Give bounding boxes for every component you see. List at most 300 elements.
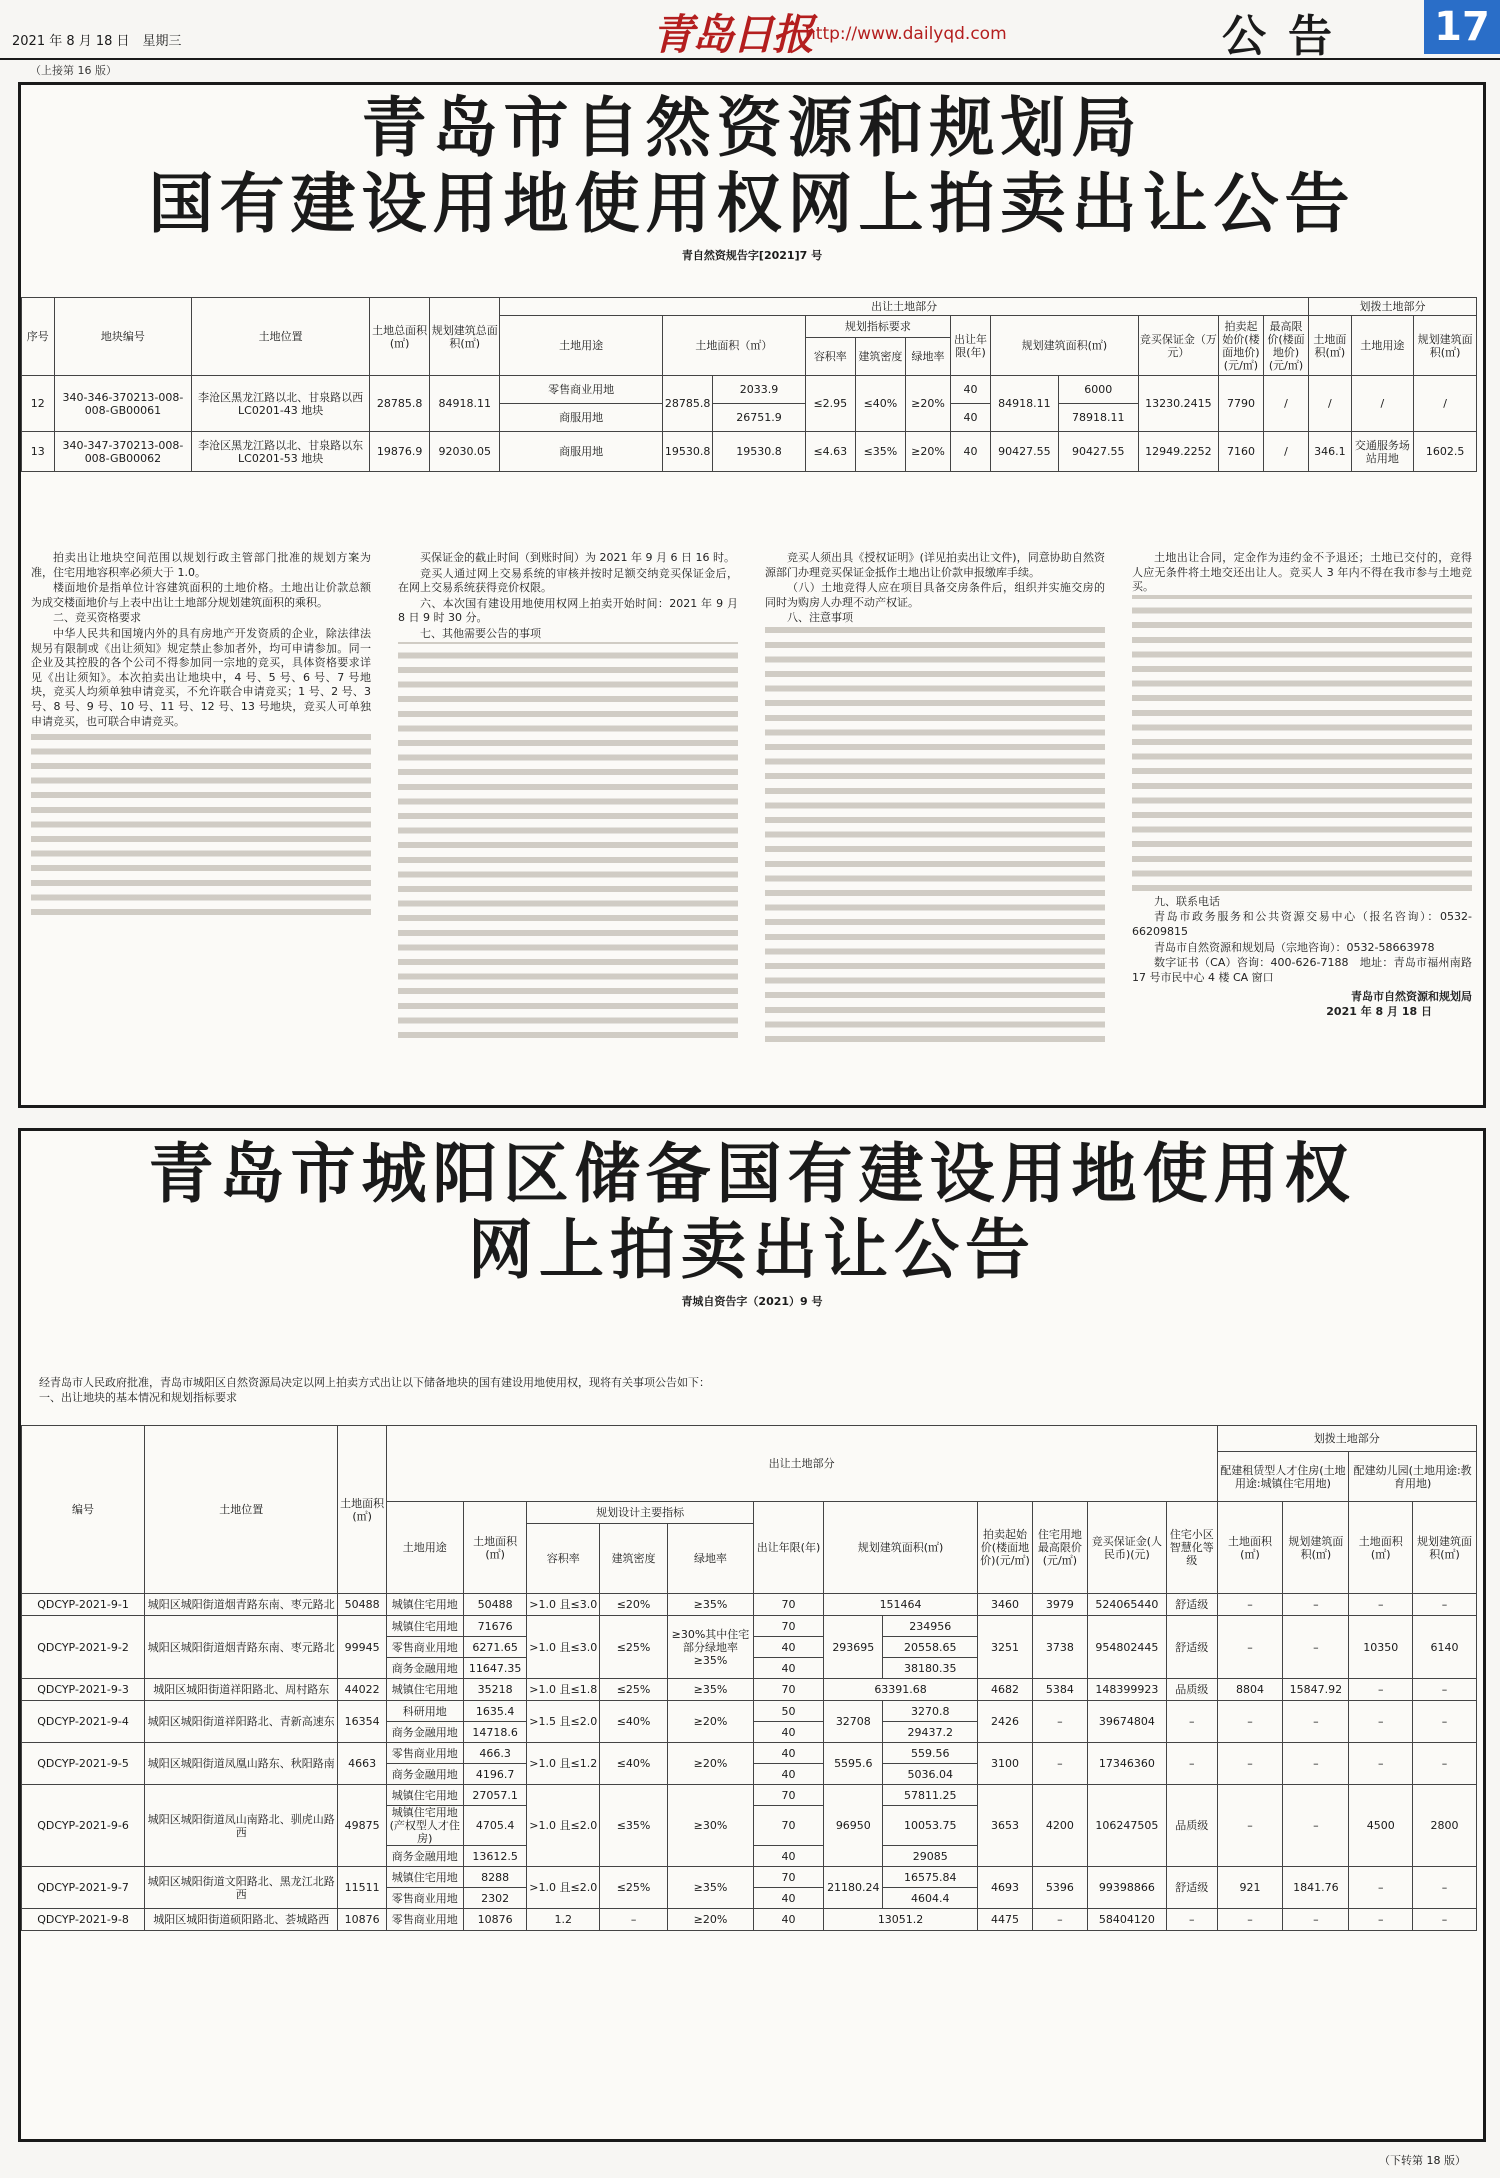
signature-date: 2021 年 8 月 18 日 — [1326, 1005, 1432, 1019]
notice-title — [21, 91, 1483, 243]
cell-max-price: / — [1263, 376, 1308, 432]
cell-talent-gfa: – — [1283, 1743, 1349, 1785]
header-alloc-kinder: 配建幼儿园(土地用途:教育用地) — [1349, 1452, 1477, 1502]
cell-years: 70 — [753, 1785, 823, 1806]
cell-total-area: 11511 — [338, 1867, 386, 1909]
cell-seq: 13 — [22, 432, 55, 472]
cell-density: ≤40% — [600, 1743, 668, 1785]
header-total-area: 土地面积(㎡) — [338, 1426, 386, 1594]
cell-alloc-use: 交通服务场站用地 — [1351, 432, 1414, 472]
table-row — [22, 432, 1477, 472]
illegible-text — [31, 729, 371, 919]
paragraph: 竞买人须出具《授权证明》(详见拍卖出让文件)，同意协助自然资源部门办理竞买保证金抵作土地出让价款申报缴库手续。 — [765, 551, 1105, 579]
header-gfa: 规划建筑面积(㎡) — [991, 316, 1139, 376]
cell-max-price: – — [1032, 1701, 1087, 1743]
newspaper-url[interactable]: http://www.dailyqd.com — [805, 24, 1007, 44]
cell-location: 城阳区城阳街道祥阳路北、青新高速东 — [145, 1701, 338, 1743]
cell-far: >1.0 且≤3.0 — [527, 1594, 600, 1616]
cell-talent-gfa: – — [1283, 1701, 1349, 1743]
paragraph: 数字证书（CA）咨询：400-626-7188 地址：青岛市福州南路 17 号市民中心 4 楼 CA 窗口 — [1132, 956, 1472, 984]
header-talent-gfa: 规划建筑面积(㎡) — [1283, 1502, 1349, 1594]
cell-start-price: 3653 — [977, 1785, 1032, 1867]
header-max-price: 住宅用地最高限价(元/㎡) — [1032, 1502, 1087, 1594]
cell-years: 40 — [753, 1888, 823, 1909]
cell-far: >1.0 且≤2.0 — [527, 1785, 600, 1867]
cell-kinder-area: – — [1349, 1701, 1413, 1743]
cell-kinder-area: – — [1349, 1679, 1413, 1701]
header-total-area: 土地总面积(㎡) — [370, 298, 430, 376]
paragraph: 青岛市自然资源和规划局（宗地咨询）：0532-58663978 — [1154, 940, 1435, 954]
header-years: 出让年限(年) — [951, 316, 991, 376]
cell-talent-area: – — [1217, 1594, 1283, 1616]
cell-kinder-gfa: – — [1413, 1743, 1477, 1785]
cell-talent-area: – — [1217, 1616, 1283, 1679]
cell-alloc-area: 346.1 — [1309, 432, 1352, 472]
cell-smart-level: 舒适级 — [1166, 1616, 1217, 1679]
issue-date: 2021 年 8 月 18 日 星期三 — [12, 34, 182, 49]
cell-talent-area: – — [1217, 1909, 1283, 1931]
cell-location: 李沧区黑龙江路以北、甘泉路以西 LC0201-43 地块 — [192, 376, 370, 432]
header-planned-gfa: 规划建筑总面积(㎡) — [430, 298, 500, 376]
table-row — [22, 1909, 1477, 1931]
section-title: 公告 — [1222, 11, 1354, 62]
cell-years: 40 — [951, 404, 991, 432]
cell-total-area: 10876 — [338, 1909, 386, 1931]
header-location: 土地位置 — [192, 298, 370, 376]
cell-start-price: 3251 — [977, 1616, 1032, 1679]
cell-kinder-gfa: 2800 — [1413, 1785, 1477, 1867]
paragraph: 买保证金的截止时间（到账时间）为 2021 年 9 月 6 日 16 时。 — [420, 551, 735, 564]
cell-far: >1.0 且≤2.0 — [527, 1867, 600, 1909]
cell-start-price: 4693 — [977, 1867, 1032, 1909]
cell-density: ≤35% — [855, 432, 905, 472]
newspaper-logo: 青岛日报 — [652, 10, 813, 59]
cell-max-price: 5396 — [1032, 1867, 1087, 1909]
paragraph: 拍卖出让地块空间范围以规划行政主管部门批准的规划方案为准，住宅用地容积率必须大于 1.0。 — [31, 551, 371, 579]
cell-years: 70 — [753, 1806, 823, 1846]
header-talent-area: 土地面积(㎡) — [1217, 1502, 1283, 1594]
cell-land-use: 商务金融用地 — [386, 1658, 463, 1679]
header-start-price: 拍卖起始价(楼面地价)(元/㎡) — [1218, 316, 1263, 376]
cell-land-area: 27057.1 — [463, 1785, 527, 1806]
cell-green: ≥35% — [668, 1594, 754, 1616]
cell-far: ≤2.95 — [805, 376, 855, 432]
section-heading: 二、竞买资格要求 — [53, 611, 141, 625]
cell-deposit: 524065440 — [1087, 1594, 1166, 1616]
cell-land-use: 城镇住宅用地(产权型人才住房) — [386, 1806, 463, 1846]
table-row — [22, 1743, 1477, 1764]
cell-start-price: 7160 — [1218, 432, 1263, 472]
cell-sub-gfa: 6000 — [1058, 376, 1138, 404]
cell-location: 李沧区黑龙江路以北、甘泉路以东 LC0201-53 地块 — [192, 432, 370, 472]
cell-green: ≥20% — [905, 376, 950, 432]
header-location: 土地位置 — [145, 1426, 338, 1594]
cell-alloc-gfa: 1602.5 — [1414, 432, 1477, 472]
cell-kinder-gfa: 6140 — [1413, 1616, 1477, 1679]
cell-total-area: 50488 — [338, 1594, 386, 1616]
header-gfa: 规划建筑面积(㎡) — [824, 1502, 978, 1594]
cell-smart-level: 舒适级 — [1166, 1867, 1217, 1909]
cell-land-area: 71676 — [463, 1616, 527, 1637]
cell-density: ≤25% — [600, 1616, 668, 1679]
cell-land-use: 商务金融用地 — [386, 1846, 463, 1867]
cell-total-area: 4663 — [338, 1743, 386, 1785]
cell-land-area: 10876 — [463, 1909, 527, 1931]
illegible-text — [398, 642, 738, 1042]
cell-kinder-gfa: – — [1413, 1594, 1477, 1616]
header-deposit: 竞买保证金（万元） — [1138, 316, 1218, 376]
cell-green: ≥35% — [668, 1867, 754, 1909]
continued-to: （下转第 18 版） — [1379, 2154, 1466, 2167]
header-density: 建筑密度 — [855, 338, 905, 376]
paragraph: 六、本次国有建设用地使用权网上拍卖开始时间：2021 年 9 月 8 日 9 时 30 分。 — [398, 596, 738, 625]
cell-code: QDCYP-2021-9-1 — [22, 1594, 145, 1616]
cell-green: ≥20% — [668, 1743, 754, 1785]
header-kinder-gfa: 规划建筑面积(㎡) — [1413, 1502, 1477, 1594]
cell-start-price: 4682 — [977, 1679, 1032, 1701]
text-column-2 — [398, 551, 738, 1091]
cell-deposit: 99398866 — [1087, 1867, 1166, 1909]
cell-max-price: 3979 — [1032, 1594, 1087, 1616]
intro-line: 经青岛市人民政府批准，青岛市城阳区自然资源局决定以网上拍卖方式出让以下储备地块的国有建设用地使用权，现将有关事项公告如下： — [39, 1376, 710, 1389]
cell-code: QDCYP-2021-9-3 — [22, 1679, 145, 1701]
header-far: 容积率 — [527, 1524, 600, 1594]
cell-kinder-gfa: – — [1413, 1701, 1477, 1743]
header-smart: 住宅小区智慧化等级 — [1166, 1502, 1217, 1594]
header-land-area: 土地面积（㎡） — [663, 316, 806, 376]
cell-location: 城阳区城阳街道烟青路东南、枣元路北 — [145, 1594, 338, 1616]
cell-kinder-gfa: – — [1413, 1679, 1477, 1701]
table-row — [22, 1867, 1477, 1888]
cell-kinder-area: – — [1349, 1909, 1413, 1931]
cell-kinder-gfa: – — [1413, 1909, 1477, 1931]
paragraph: 青岛市政务服务和公共资源交易中心（报名咨询）：0532-66209815 — [1132, 910, 1472, 938]
cell-land-use: 城镇住宅用地 — [386, 1867, 463, 1888]
paragraph: （八）土地竞得人应在项目具备交房条件后，组织并实施交房的同时为购房人办理不动产权证。 — [765, 581, 1105, 609]
cell-land-use: 城镇住宅用地 — [386, 1616, 463, 1637]
cell-parcel-id: 340-346-370213-008-008-GB00061 — [54, 376, 192, 432]
cell-density: ≤35% — [600, 1785, 668, 1867]
cell-land-use: 零售商业用地 — [386, 1909, 463, 1931]
header-indicators: 规划指标要求 — [805, 316, 950, 338]
intro-text — [39, 1375, 710, 1405]
section-heading: 九、联系电话 — [1154, 894, 1220, 908]
cell-density: ≤20% — [600, 1594, 668, 1616]
cell-sub-area: 2033.9 — [713, 376, 806, 404]
notice-title-line1: 青岛市自然资源和规划局 — [361, 91, 1143, 166]
cell-talent-area: 921 — [1217, 1867, 1283, 1909]
cell-land-use: 零售商业用地 — [386, 1743, 463, 1764]
cell-density: ≤40% — [855, 376, 905, 432]
cell-sub-gfa: 78918.11 — [1058, 404, 1138, 432]
cell-far: >1.5 且≤2.0 — [527, 1701, 600, 1743]
text-column-1 — [31, 551, 371, 1091]
cell-code: QDCYP-2021-9-2 — [22, 1616, 145, 1679]
cell-start-price: 2426 — [977, 1701, 1032, 1743]
cell-land-use: 商务金融用地 — [386, 1764, 463, 1785]
cell-gfa: 21180.24 — [824, 1867, 883, 1909]
cell-talent-area: – — [1217, 1743, 1283, 1785]
cell-total-area: 16354 — [338, 1701, 386, 1743]
cell-seq: 12 — [22, 376, 55, 432]
header-parcel-id: 地块编号 — [54, 298, 192, 376]
cell-gfa: 32708 — [824, 1701, 883, 1743]
cell-total-area: 19876.9 — [370, 432, 430, 472]
masthead — [0, 0, 1500, 60]
cell-kinder-area: 10350 — [1349, 1616, 1413, 1679]
cell-land-area: 6271.65 — [463, 1637, 527, 1658]
cell-talent-gfa: – — [1283, 1785, 1349, 1867]
cell-land-area: 466.3 — [463, 1743, 527, 1764]
cell-sub-gfa: 10053.75 — [883, 1806, 978, 1846]
cell-sub-gfa: 5036.04 — [883, 1764, 978, 1785]
cell-sub-gfa: 29085 — [883, 1846, 978, 1867]
notice-title-line2: 国有建设用地使用权网上拍卖出让公告 — [148, 167, 1356, 242]
cell-land-use: 城镇住宅用地 — [386, 1679, 463, 1701]
cell-gfa: 84918.11 — [991, 376, 1059, 432]
cell-years: 40 — [753, 1722, 823, 1743]
cell-code: QDCYP-2021-9-8 — [22, 1909, 145, 1931]
cell-start-price: 3100 — [977, 1743, 1032, 1785]
cell-max-price: / — [1263, 432, 1308, 472]
cell-smart-level: 舒适级 — [1166, 1594, 1217, 1616]
cell-talent-area: 8804 — [1217, 1679, 1283, 1701]
paragraph: 中华人民共和国境内外的具有房地产开发资质的企业，除法律法规另有限制或《出让须知》规定禁止参加者外，均可申请参加。同一企业及其控股的各个公司不得参加同一宗地的竞买，具体资格要求详见《出让须知》。本次拍卖出让地块中，4 号、5 号、6 号、7 号地块，竞买人均须单独申请竞买，不允许联合申请竞买；1 号、2 号、3 号、8 号、9 号、10 号、11 号、12 号、13 号地块，竞买人可单独申请竞买，也可联合申请竞买。 — [31, 626, 371, 728]
cell-gfa: 90427.55 — [991, 432, 1059, 472]
cell-green: ≥30% — [668, 1785, 754, 1867]
header-alloc-use: 土地用途 — [1351, 316, 1414, 376]
section-heading: 八、注意事项 — [787, 611, 853, 625]
parcel-table — [21, 1425, 1477, 1931]
cell-max-price: – — [1032, 1909, 1087, 1931]
cell-density: ≤25% — [600, 1679, 668, 1701]
cell-years: 40 — [951, 432, 991, 472]
continued-from: （上接第 16 版） — [30, 64, 117, 77]
cell-deposit: 39674804 — [1087, 1701, 1166, 1743]
cell-years: 70 — [753, 1679, 823, 1701]
header-alloc-part: 划拨土地部分 — [1217, 1426, 1476, 1452]
cell-code: QDCYP-2021-9-6 — [22, 1785, 145, 1867]
cell-smart-level: – — [1166, 1701, 1217, 1743]
cell-max-price: 5384 — [1032, 1679, 1087, 1701]
header-deposit: 竞买保证金(人民币)(元) — [1087, 1502, 1166, 1594]
cell-years: 70 — [753, 1616, 823, 1637]
cell-sub-gfa: 234956 — [883, 1616, 978, 1637]
cell-talent-gfa: – — [1283, 1616, 1349, 1679]
cell-location: 城阳区城阳街道烟青路东南、枣元路北 — [145, 1616, 338, 1679]
cell-land-area: 11647.35 — [463, 1658, 527, 1679]
cell-talent-area: – — [1217, 1785, 1283, 1867]
cell-total-area: 49875 — [338, 1785, 386, 1867]
cell-alloc-use: / — [1351, 376, 1414, 432]
notice-chengyang — [18, 1128, 1486, 2142]
cell-talent-gfa: – — [1283, 1594, 1349, 1616]
cell-far: >1.0 且≤1.2 — [527, 1743, 600, 1785]
paragraph: 土地出让合同，定金作为违约金不予退还；土地已交付的，竞得人应无条件将土地交还出让人。竞买人 3 年内不得在我市参与土地竞买。 — [1132, 551, 1472, 594]
header-years: 出让年限(年) — [753, 1502, 823, 1594]
text-column-3 — [765, 551, 1105, 1091]
cell-alloc-area: / — [1309, 376, 1352, 432]
cell-talent-gfa: 1841.76 — [1283, 1867, 1349, 1909]
cell-years: 40 — [753, 1909, 823, 1931]
notice-natural-resources — [18, 82, 1486, 1108]
cell-years: 40 — [753, 1637, 823, 1658]
cell-years: 40 — [753, 1846, 823, 1867]
cell-gfa: 13051.2 — [824, 1909, 978, 1931]
parcel-table — [21, 297, 1477, 472]
cell-smart-level: 品质级 — [1166, 1679, 1217, 1701]
header-green: 绿地率 — [905, 338, 950, 376]
cell-sub-gfa: 16575.84 — [883, 1867, 978, 1888]
notice-body — [31, 551, 1471, 1091]
cell-smart-level: – — [1166, 1909, 1217, 1931]
cell-green: ≥20% — [668, 1701, 754, 1743]
cell-density: ≤40% — [600, 1701, 668, 1743]
cell-max-price: 3738 — [1032, 1616, 1087, 1679]
cell-total-area: 44022 — [338, 1679, 386, 1701]
cell-location: 城阳区城阳街道文阳路北、黑龙江北路西 — [145, 1867, 338, 1909]
cell-location: 城阳区城阳街道祥阳路北、周村路东 — [145, 1679, 338, 1701]
cell-land-use: 商服用地 — [500, 432, 663, 472]
table-row — [22, 1785, 1477, 1806]
cell-gfa: 63391.68 — [824, 1679, 978, 1701]
cell-land-use: 零售商业用地 — [500, 376, 663, 404]
header-green: 绿地率 — [668, 1524, 754, 1594]
cell-land-area: 19530.8 — [663, 432, 713, 472]
text-column-4 — [1132, 551, 1472, 1091]
header-seq: 序号 — [22, 298, 55, 376]
cell-far: >1.0 且≤3.0 — [527, 1616, 600, 1679]
cell-sub-gfa: 57811.25 — [883, 1785, 978, 1806]
cell-deposit: 58404120 — [1087, 1909, 1166, 1931]
notice-title — [21, 1137, 1483, 1289]
header-sale-part: 出让土地部分 — [386, 1426, 1217, 1502]
header-max-price: 最高限价(楼面地价)(元/㎡) — [1263, 316, 1308, 376]
cell-total-area: 99945 — [338, 1616, 386, 1679]
cell-sub-gfa: 29437.2 — [883, 1722, 978, 1743]
cell-deposit: 12949.2252 — [1138, 432, 1218, 472]
cell-start-price: 4475 — [977, 1909, 1032, 1931]
table-row — [22, 1616, 1477, 1637]
header-code: 编号 — [22, 1426, 145, 1594]
cell-sub-gfa: 559.56 — [883, 1743, 978, 1764]
cell-green: ≥35% — [668, 1679, 754, 1701]
cell-years: 40 — [753, 1764, 823, 1785]
cell-deposit: 17346360 — [1087, 1743, 1166, 1785]
cell-kinder-area: – — [1349, 1594, 1413, 1616]
header-land-use: 土地用途 — [500, 316, 663, 376]
notice-title-line1: 青岛市城阳区储备国有建设用地使用权 — [148, 1137, 1356, 1212]
cell-gfa: 293695 — [824, 1616, 883, 1679]
cell-code: QDCYP-2021-9-7 — [22, 1867, 145, 1909]
cell-talent-area: – — [1217, 1701, 1283, 1743]
cell-deposit: 148399923 — [1087, 1679, 1166, 1701]
cell-density: – — [600, 1909, 668, 1931]
cell-land-area: 50488 — [463, 1594, 527, 1616]
cell-planned-gfa: 84918.11 — [430, 376, 500, 432]
cell-sub-gfa: 20558.65 — [883, 1637, 978, 1658]
cell-land-use: 零售商业用地 — [386, 1637, 463, 1658]
cell-location: 城阳区城阳街道硕阳路北、荟城路西 — [145, 1909, 338, 1931]
cell-green: ≥20% — [668, 1909, 754, 1931]
cell-far: 1.2 — [527, 1909, 600, 1931]
cell-sub-gfa: 4604.4 — [883, 1888, 978, 1909]
cell-land-area: 4705.4 — [463, 1806, 527, 1846]
cell-gfa: 151464 — [824, 1594, 978, 1616]
notice-title-line2: 网上拍卖出让公告 — [467, 1213, 1036, 1288]
section-heading: 七、其他需要公告的事项 — [420, 626, 541, 640]
cell-land-area: 28785.8 — [663, 376, 713, 432]
cell-green: ≥30%其中住宅部分绿地率≥35% — [668, 1616, 754, 1679]
cell-land-use: 商务金融用地 — [386, 1722, 463, 1743]
cell-land-area: 1635.4 — [463, 1701, 527, 1722]
cell-sub-gfa: 38180.35 — [883, 1658, 978, 1679]
cell-sub-area: 19530.8 — [713, 432, 806, 472]
cell-density: ≤25% — [600, 1867, 668, 1909]
cell-land-area: 2302 — [463, 1888, 527, 1909]
cell-location: 城阳区城阳街道凤凰山路东、秋阳路南 — [145, 1743, 338, 1785]
header-kinder-area: 土地面积(㎡) — [1349, 1502, 1413, 1594]
cell-deposit: 106247505 — [1087, 1785, 1166, 1867]
cell-land-use: 商服用地 — [500, 404, 663, 432]
cell-years: 70 — [753, 1867, 823, 1888]
cell-sub-area: 26751.9 — [713, 404, 806, 432]
table-row — [22, 1594, 1477, 1616]
illegible-text — [1132, 595, 1472, 895]
cell-code: QDCYP-2021-9-5 — [22, 1743, 145, 1785]
cell-talent-gfa: 15847.92 — [1283, 1679, 1349, 1701]
header-alloc-talent: 配建租赁型人才住房(土地用途:城镇住宅用地) — [1217, 1452, 1349, 1502]
cell-kinder-area: – — [1349, 1867, 1413, 1909]
signature: 青岛市自然资源和规划局 — [1351, 990, 1472, 1004]
header-start-price: 拍卖起始价(楼面地价)(元/㎡) — [977, 1502, 1032, 1594]
page-number: 17 — [1424, 0, 1500, 54]
header-alloc-gfa: 规划建筑面积(㎡) — [1414, 316, 1477, 376]
cell-land-area: 8288 — [463, 1867, 527, 1888]
cell-alloc-gfa: / — [1414, 376, 1477, 432]
cell-talent-gfa: – — [1283, 1909, 1349, 1931]
cell-kinder-gfa: – — [1413, 1867, 1477, 1909]
cell-land-use: 城镇住宅用地 — [386, 1785, 463, 1806]
cell-gfa: 5595.6 — [824, 1743, 883, 1785]
header-density: 建筑密度 — [600, 1524, 668, 1594]
cell-max-price: 4200 — [1032, 1785, 1087, 1867]
intro-line: 一、出让地块的基本情况和规划指标要求 — [39, 1391, 237, 1404]
cell-land-area: 13612.5 — [463, 1846, 527, 1867]
cell-years: 50 — [753, 1701, 823, 1722]
cell-far: ≤4.63 — [805, 432, 855, 472]
cell-years: 70 — [753, 1594, 823, 1616]
cell-kinder-area: 4500 — [1349, 1785, 1413, 1867]
cell-total-area: 28785.8 — [370, 376, 430, 432]
header-land-area: 土地面积(㎡) — [463, 1502, 527, 1594]
header-alloc-area: 土地面积(㎡) — [1309, 316, 1352, 376]
cell-deposit: 13230.2415 — [1138, 376, 1218, 432]
header-alloc-part: 划拨土地部分 — [1309, 298, 1477, 316]
header-far: 容积率 — [805, 338, 855, 376]
cell-location: 城阳区城阳街道凤山南路北、驯虎山路西 — [145, 1785, 338, 1867]
cell-land-area: 35218 — [463, 1679, 527, 1701]
cell-max-price: – — [1032, 1743, 1087, 1785]
cell-kinder-area: – — [1349, 1743, 1413, 1785]
cell-gfa: 96950 — [824, 1785, 883, 1867]
cell-far: >1.0 且≤1.8 — [527, 1679, 600, 1701]
cell-start-price: 7790 — [1218, 376, 1263, 432]
cell-deposit: 954802445 — [1087, 1616, 1166, 1679]
cell-smart-level: 品质级 — [1166, 1785, 1217, 1867]
cell-sub-gfa: 3270.8 — [883, 1701, 978, 1722]
cell-green: ≥20% — [905, 432, 950, 472]
